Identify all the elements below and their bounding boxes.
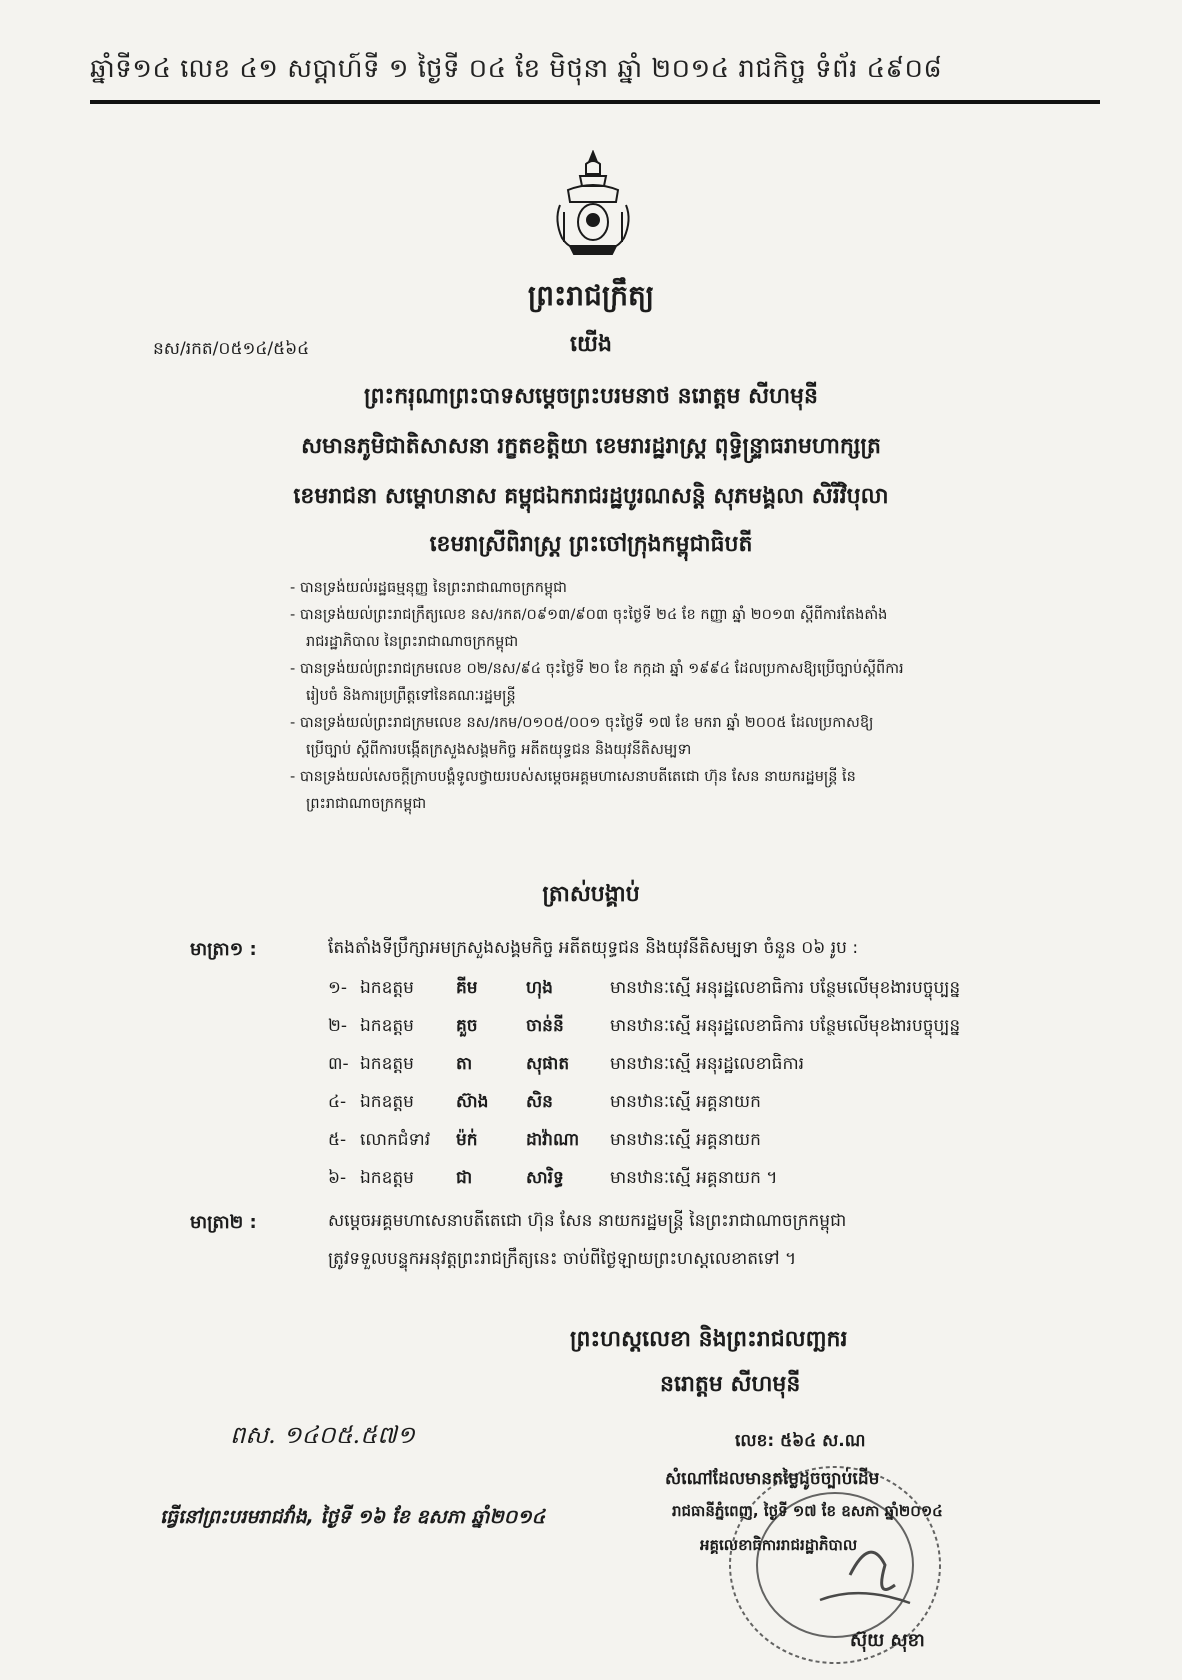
article-1-label: មាត្រា១ : [190,939,257,960]
member-no: ៤- [328,1092,347,1112]
decree-heading: ត្រាស់បង្គាប់ [542,882,640,907]
consideration-item: - បានទ្រង់យល់ព្រះរាជក្រមលេខ ០២/នស/៩៤ ចុះថ្ងៃទី ២០ ខែ កក្កដា ឆ្នាំ ១៩៩៤ ដែលប្រកាសឱ្យប្រើច្បាប់ស្តីពីការ [290,661,904,677]
consideration-item: រាជរដ្ឋាភិបាល នៃព្រះរាជាណាចក្រកម្ពុជា [306,634,519,650]
stamp-number: លេខ: ៥៦៤ ស.ណ [735,1431,866,1451]
member-surname: គួច [456,1016,478,1036]
member-surname: ស៊ាង [456,1092,489,1112]
consideration-item: - បានទ្រង់យល់សេចក្តីក្រាបបង្គំទូលថ្វាយរបស់សម្តេចអគ្គមហាសេនាបតីតេជោ ហ៊ុន សែន នាយករដ្ឋមន្ត្រី នៃ [290,769,856,785]
handwritten-number: ពស. ១៤០៥.៥៧១ [230,1421,415,1449]
member-rank: មានឋានៈស្មើ អនុរដ្ឋលេខាធិការ បន្ថែមលើមុខងារបច្ចុប្បន្ន [610,1016,961,1036]
member-title: ឯកឧត្តម [360,1092,414,1112]
stamp-place-date: រាជធានីភ្នំពេញ, ថ្ងៃទី ១៧ ខែ ឧសភា ឆ្នាំ២០១៤ [672,1502,943,1520]
member-given-name: សុផាត [526,1054,570,1074]
member-no: ៥- [328,1130,347,1150]
considerations-list [290,575,1070,818]
king-title-line-1: ព្រះករុណាព្រះបាទសម្តេចព្រះបរមនាថ នរោត្តម សីហមុនី [364,384,818,409]
article-2-line-2: ត្រូវទទួលបន្ទុកអនុវត្តព្រះរាជក្រឹត្យនេះ ចាប់ពីថ្ងៃឡាយព្រះហស្តលេខាតទៅ ។ [328,1249,797,1269]
member-rank: មានឋានៈស្មើ អនុរដ្ឋលេខាធិការ [610,1054,805,1074]
consideration-item: ប្រើច្បាប់ ស្តីពីការបង្កើតក្រសួងសង្គមកិច្ច អតីតយុទ្ធជន និងយុវនីតិសម្បទា [306,742,692,758]
consideration-item: - បានទ្រង់យល់ព្រះរាជក្រឹត្យលេខ នស/រកត/០៩១៣/៩០៣ ចុះថ្ងៃទី ២៤ ខែ កញ្ញា ឆ្នាំ ២០១៣ ស្តីពីការតែងតាំង [290,607,888,623]
member-rank: មានឋានៈស្មើ អគ្គនាយក [610,1092,761,1112]
article-2-label: មាត្រា២ : [190,1212,257,1233]
member-given-name: សិន [526,1092,553,1112]
member-rank: មានឋានៈស្មើ អគ្គនាយក [610,1130,761,1150]
consideration-item: - បានទ្រង់យល់ព្រះរាជក្រមលេខ នស/រកម/០១០៥/០០១ ចុះថ្ងៃទី ១៧ ខែ មករា ឆ្នាំ ២០០៥ ដែលប្រកាសឱ្យ [290,715,874,731]
member-surname: ជា [456,1168,473,1188]
royal-signature-name: នរោត្តម សីហមុនី [660,1372,801,1397]
king-title-line-4: ខេមរាស្រីពិរាស្ត្រ ព្រះចៅក្រុងកម្ពុជាធិបតី [429,532,753,557]
document-type-title: ព្រះរាជក្រឹត្យ [527,279,655,312]
king-title-line-2: សមានភូមិជាតិសាសនា រក្ខតខត្តិយា ខេមរារដ្ឋរាស្ត្រ ពុទ្ធិន្ទ្រាធរាមហាក្សត្រ [301,434,881,459]
member-surname: ម៉ក់ [456,1130,478,1150]
member-title: ឯកឧត្តម [360,1168,414,1188]
consideration-item: រៀបចំ និងការប្រព្រឹត្តទៅនៃគណៈរដ្ឋមន្ត្រី [306,688,516,704]
royal-emblem-icon [548,150,638,260]
member-title: លោកជំទាវ [360,1130,431,1150]
member-given-name: ដាវ៉ាណា [526,1130,580,1150]
member-title: ឯកឧត្តម [360,1016,414,1036]
member-given-name: ចាន់នី [526,1016,564,1036]
gazette-header: ឆ្នាំទី១៤ លេខ ៤១ សប្តាហ៍ទី ១ ថ្ងៃទី ០៤ ខែ មិថុនា ឆ្នាំ ២០១៤ រាជកិច្ច ទំព័រ ៤៩០៨ [90,54,943,84]
stamp-secretary-general: អគ្គលេខាធិការរាជរដ្ឋាភិបាល [700,1536,858,1554]
member-title: ឯកឧត្តម [360,1054,414,1074]
king-title-line-3: ខេមរាជនា សម្ពោហនាស គម្ពុជឯករាជរដ្ឋបូរណសន្តិ សុភមង្គលា សិរីវិបុលា [293,484,889,509]
member-surname: តា [456,1054,473,1074]
member-given-name: សារិទ្ធ [526,1168,564,1188]
consideration-item: ព្រះរាជាណាចក្រកម្ពុជា [306,796,427,812]
stamp-signer-name: ស៊ុយ សុខា [850,1630,925,1651]
we-heading: យើង [570,332,612,357]
royal-signature-title: ព្រះហស្តលេខា និងព្រះរាជលញ្ឆករ [570,1327,848,1352]
member-rank: មានឋានៈស្មើ អនុរដ្ឋលេខាធិការ បន្ថែមលើមុខងារបច្ចុប្បន្ន [610,978,961,998]
member-no: ៣- [328,1054,349,1074]
member-title: ឯកឧត្តម [360,978,414,998]
member-rank: មានឋានៈស្មើ អគ្គនាយក ។ [610,1168,778,1188]
article-2-line-1: សម្តេចអគ្គមហាសេនាបតីតេជោ ហ៊ុន សែន នាយករដ្ឋមន្ត្រី នៃព្រះរាជាណាចក្រកម្ពុជា [328,1211,847,1231]
member-given-name: ហុង [526,978,553,998]
member-no: ១- [328,978,348,998]
consideration-item: - បានទ្រង់យល់រដ្ឋធម្មនុញ្ញ នៃព្រះរាជាណាចក្រកម្ពុជា [290,580,567,596]
member-no: ២- [328,1016,348,1036]
member-no: ៦- [328,1168,347,1188]
header-rule [90,100,1100,104]
reference-number: នស/រកត/០៥១៤/៥៦៤ [153,339,310,359]
place-and-date: ធ្វើនៅព្រះបរមរាជវាំង, ថ្ងៃទី ១៦ ខែ ឧសភា ឆ្នាំ២០១៤ [160,1506,546,1528]
article-1-text: តែងតាំងទីប្រឹក្សាអមក្រសួងសង្គមកិច្ច អតីតយុទ្ធជន និងយុវនីតិសម្បទា ចំនួន ០៦ រូប : [328,938,859,958]
member-surname: គីម [456,978,478,998]
stamp-certified-copy: សំណៅដែលមានតម្លៃដូចច្បាប់ដើម [665,1469,880,1489]
